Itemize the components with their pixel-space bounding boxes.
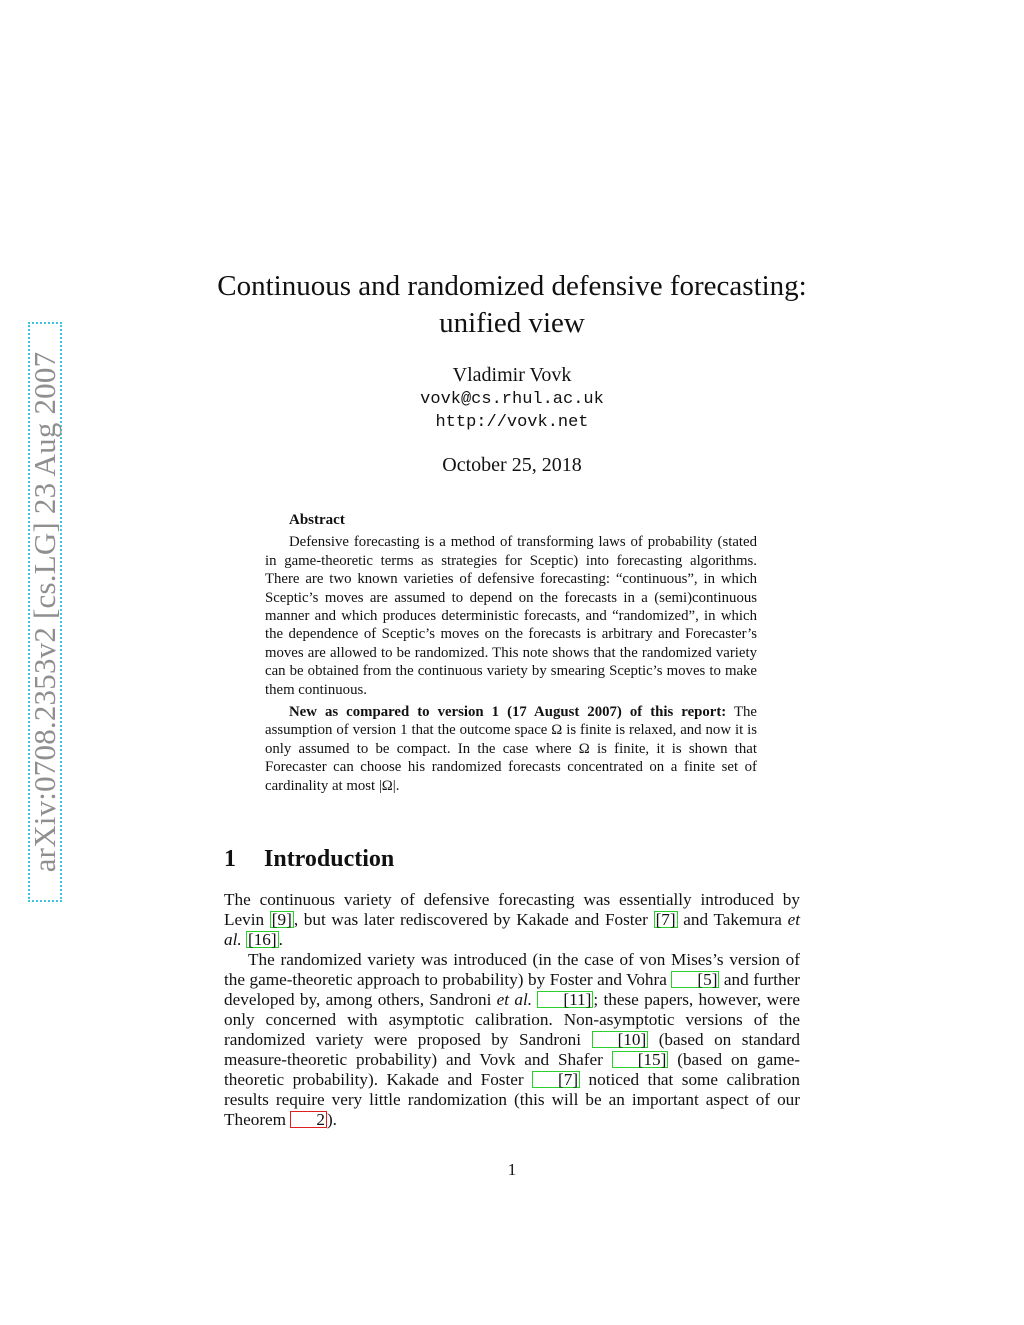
citation-link[interactable]: [16] [247,930,277,949]
emphasis: et al. [496,990,533,1009]
paper-title [180,268,844,342]
abstract-update-note [265,703,757,795]
abstract-heading: Abstract [289,512,345,528]
section-heading [224,846,394,873]
title-line-2: unified view [439,307,585,339]
intro-paragraph-1 [224,890,800,950]
update-note-body: The assumption of version 1 that the outcome space Ω is finite is relaxed, and now it is only assumed to be compact. In the case where Ω is finite, it is shown that Forecaster can choose his randomized forecasts concentrated on a finite set of cardinality at most |Ω|. [265,704,757,794]
text-run: ; these papers, however, were only concerned with asymptotic calibration. Non-asymptotic versions of the randomized variety were proposed by Sandroni [224,990,801,1049]
citation-link[interactable]: [7] [655,910,676,929]
update-note-lead: New as compared to version 1 (17 August 2007) of this report: [289,704,727,721]
abstract-paragraph: Defensive forecasting is a method of transforming laws of probability (stated in game-theoretic terms as strategies for Sceptic) into forecasting algorithms. There are two known varieties of defensive forecasting: “continuous”, in which Sceptic’s moves are assumed to depend on the forecasts in a (semi)continuous manner and which produces deterministic forecasts, and “randomized”, in which the dependence of Sceptic’s moves on the forecasts is arbitrary and Forecaster’s moves are allowed to be randomized. This note shows that the randomized variety can be obtained from the continuous variety by smearing Sceptic’s moves to make them continuous. [265,534,757,698]
abstract [265,511,757,795]
text-run: (based on standard measure-theoretic probability) and Vovk and Shafer [224,1030,800,1069]
text-run: The randomized variety was introduced (in the case of von Mises’s version of the game-theoretic approach to probability) by Foster and Vohra [224,950,800,989]
arxiv-identifier: arXiv:0708.2353v2 [cs.LG] 23 Aug 2007 [27,351,62,873]
text-run: (based on game-theoretic probability). Kakade and Foster [224,1050,800,1089]
citation-link[interactable]: [7] [532,1071,580,1088]
arxiv-stamp [28,322,62,902]
text-run: ). [326,1110,337,1129]
citation-link[interactable]: [5] [671,971,719,988]
intro-paragraph-2 [224,950,800,1130]
author-email[interactable]: vovk@cs.rhul.ac.uk [420,390,604,409]
theorem-reference-link[interactable]: 2 [290,1111,327,1128]
author-url[interactable]: http://vovk.net [435,413,589,432]
introduction-body [224,890,800,1130]
page-number: 1 [507,1160,517,1179]
citation-link[interactable]: [15] [612,1051,669,1068]
emphasis: et al. [224,910,800,949]
text-run: and further developed by, among others, Sandroni [224,970,800,1009]
author-block [180,362,844,478]
citation-link[interactable]: [10] [592,1031,649,1048]
title-line-1: Continuous and randomized defensive forecasting: [217,270,807,302]
paper-date: October 25, 2018 [442,454,582,476]
author-name: Vladimir Vovk [452,364,572,386]
text-run: . [278,930,283,949]
text-run: noticed that some calibration results require very little randomization (this will be an important aspect of our Theorem [224,1070,800,1129]
citation-link[interactable]: [9] [271,910,292,929]
text-run: , but was later rediscovered by Kakade and Foster [293,910,654,929]
citation-link[interactable]: [11] [537,991,593,1008]
section-title: Introduction [264,846,395,872]
section-number: 1 [224,846,236,872]
text-run: and Takemura [677,910,788,929]
text-run: The continuous variety of defensive forecasting was essentially introduced by Levin [224,890,800,929]
